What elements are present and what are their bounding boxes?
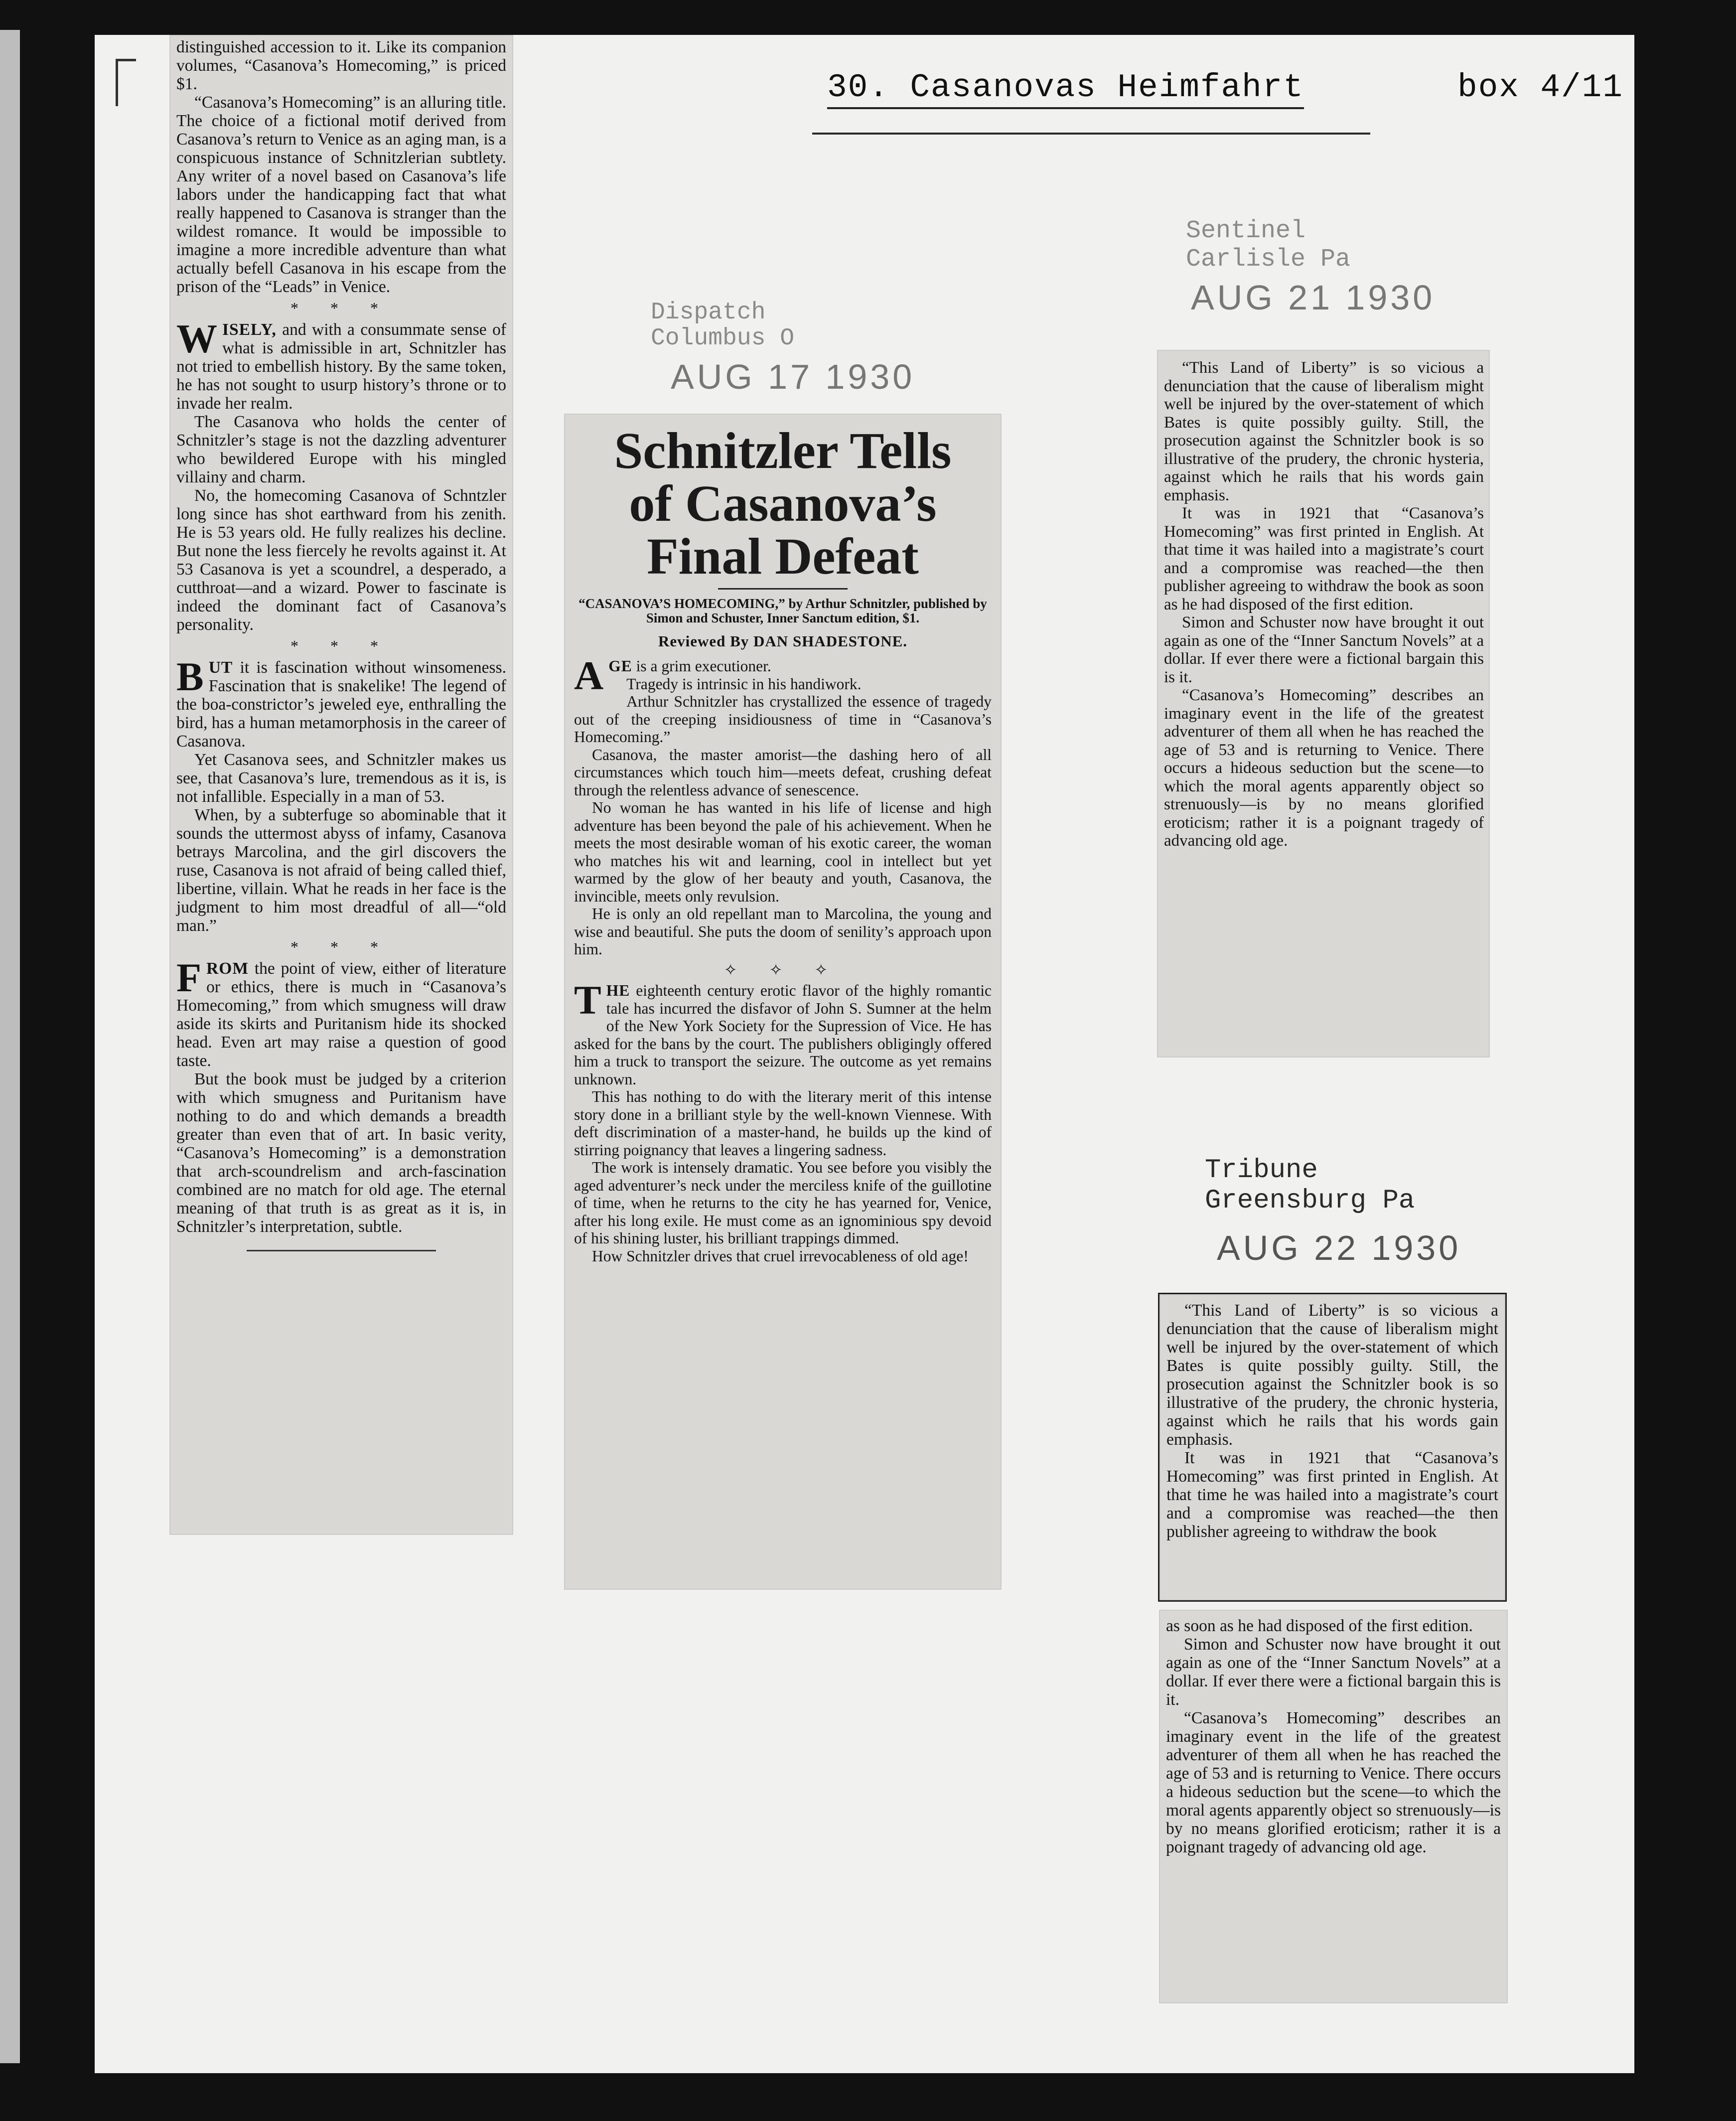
section-divider: ✧ ✧ ✧	[723, 960, 842, 979]
adjacent-sheet-edge	[0, 30, 20, 2063]
stamp-paper: Dispatch	[651, 299, 766, 326]
lead-word: UT	[208, 658, 233, 677]
paragraph: When, by a subterfuge so abominable that it sounds the uttermost abyss of infamy, Casanova betrays Marcolina, and the girl discovers the ruse, Casanova is not afraid of being called thief, libertine, villain. What he reads in her face is the judgment to him most dreadful of all—“old man.”	[176, 806, 506, 935]
paragraph: “Casanova’s Homecoming” describes an imaginary event in the life of the greatest adventurer of them all when he has reached the age of 53 and is returning to Venice. There occurs a hideous seduction but the scene—to which the moral agents apparently object so strenuously—is by no means glorified eroticism; rather it is a poignant tragedy of advancing old age.	[1166, 1709, 1501, 1856]
page-title: 30. Casanovas Heimfahrt	[827, 69, 1304, 106]
header-rule	[812, 133, 1370, 135]
paragraph-text: the point of view, either of literature or ethics, there is much in “Casanova’s Homecoming,” from which smugness will draw aside its skirts and Puritanism hide its shocked head. Even art may raise a question of good taste.	[176, 959, 506, 1070]
paragraph: distinguished accession to it. Like its companion volumes, “Casanova’s Homecoming,” is priced $1.	[176, 38, 506, 93]
paragraph: Yet Casanova sees, and Schnitzler makes us see, that Casanova’s lure, tremendous as it is, is not infallible. Especially in a man of 53.	[176, 751, 506, 806]
stamp-sentinel	[1186, 217, 1435, 317]
headline-rule	[718, 588, 848, 590]
paragraph-with-drop-cap	[574, 977, 992, 1088]
paragraph: “This Land of Liberty” is so vicious a denunciation that the cause of liberalism might well be injured by the over-statement of which Bates is quite possibly guilty. Still, the prosecution against the Schnitzler book is so illustrative of the prudery, the chronic hysteria, against which he rails that his words gain emphasis.	[1166, 1301, 1498, 1449]
stamp-date: AUG 21 1930	[1191, 278, 1436, 317]
paragraph-with-drop-cap	[176, 955, 506, 1070]
paragraph-with-drop-cap	[176, 316, 506, 413]
stamp-paper: Tribune	[1205, 1155, 1318, 1186]
headline-line: of Casanova’s	[629, 475, 937, 532]
review-body	[574, 653, 992, 1265]
section-divider: * * *	[290, 938, 392, 956]
stamp-city: Carlisle Pa	[1186, 245, 1351, 274]
page-header	[827, 65, 1649, 120]
clipping-tribune-bottom	[1159, 1610, 1508, 2003]
paragraph: No woman he has wanted in his life of license and high adventure has been beyond the pale of his achievement. When he meets the most desirable woman of his exotic career, the woman who matches his wit and learning, cool in intellect but yet warmed by the glow of her beauty and youth, Casanova, the invincible, meets only revulsion.	[574, 799, 992, 905]
paragraph-text: and with a consummate sense of what is admissible in art, Schnitzler has not tried to embellish history. By the same token, he has not sought to usurp history’s throne or to invade her realm.	[176, 320, 506, 413]
clipping-tribune-top	[1158, 1293, 1507, 1602]
paragraph: as soon as he had disposed of the first edition.	[1166, 1617, 1473, 1635]
clipping-left-column	[169, 35, 513, 1535]
drop-cap: A	[574, 653, 604, 698]
headline-line: Schnitzler Tells	[614, 422, 952, 479]
clipping-sentinel	[1157, 350, 1490, 1058]
lead-word: HE	[606, 982, 630, 999]
stamp-tribune	[1205, 1155, 1461, 1268]
lead-word: ROM	[206, 959, 249, 978]
review-headline	[574, 422, 992, 585]
box-label: box 4/11	[1457, 69, 1623, 106]
corner-mark	[116, 59, 136, 106]
paragraph: How Schnitzler drives that cruel irrevocableness of old age!	[592, 1247, 969, 1265]
paragraph: The work is intensely dramatic. You see before you visibly the aged adventurer’s neck under the merciless knife of the guillotine of time, when he returns to the city he has yearned for, Venice, after his long exile. He must come as an ignominious spy devoid of his shining luster, his brilliant trappings dimmed.	[574, 1159, 992, 1247]
paragraph: This has nothing to do with the literary merit of this intense story done in a brilliant style by the well-known Viennese. With deft discrimination of a master-hand, he builds up the kind of stirring poignancy that leaves a lingering sadness.	[574, 1088, 992, 1159]
paragraph: “Casanova’s Homecoming” is an alluring title. The choice of a fictional motif derived from Casanova’s return to Venice as an aging man, is a conspicuous instance of Schnitzlerian subtlety. Any writer of a novel based on Casanova’s life labors under the handicapping fact that what really happened to Casanova is stranger than the wildest romance. It would be impossible to imagine a more incredible adventure than what actually befell Casanova in his escape from the prison of the “Leads” in Venice.	[176, 93, 506, 296]
stamp-dispatch	[651, 299, 915, 397]
paragraph: Casanova, the master amorist—the dashing hero of all circumstances which touch him—meets defeat, crushing defeat through the relentless advance of senescence.	[574, 746, 992, 799]
stamp-date: AUG 17 1930	[671, 357, 915, 396]
section-divider: * * *	[290, 637, 392, 655]
paragraph: Simon and Schuster now have brought it out again as one of the “Inner Sanctum Novels” at a dollar. If ever there were a fictional bargain this is it.	[1166, 1635, 1501, 1709]
paragraph: But the book must be judged by a criterion with which smugness and Puritanism have nothing to do and which demands a breadth greater than even that of art. In basic verity, “Casanova’s Homecoming” is a demonstration that arch-scoundrelism and arch-fascination combined are no match for old age. The eternal meaning of that truth is as great as it is, in Schnitzler’s interpretation, subtle.	[176, 1070, 506, 1236]
headline-line: Final Defeat	[647, 528, 919, 585]
paragraph-with-drop-cap	[176, 654, 506, 751]
end-rule	[247, 1250, 436, 1251]
drop-cap: T	[574, 977, 601, 1023]
drop-cap: F	[176, 955, 202, 1000]
paragraph: He is only an old repellant man to Marcolina, the young and wise and beautiful. She puts the doom of senility’s approach upon him.	[574, 905, 992, 958]
paragraph: Simon and Schuster now have brought it out again as one of the “Inner Sanctum Novels” at a dollar. If ever there were a fictional bargain this is it.	[1164, 613, 1484, 686]
paragraph-text: it is fascination without winsomeness. Fascination that is snakelike! The legend of the boa-constrictor’s jeweled eye, enthralling the bird, has a human metamorphosis in the career of Casanova.	[176, 658, 506, 751]
lead-word: GE	[608, 657, 632, 675]
paragraph: Arthur Schnitzler has crystallized the essence of tragedy out of the creeping insidiousness of time in “Casanova’s Homecoming.”	[574, 693, 992, 746]
paragraph-text: is a grim executioner.	[632, 657, 771, 675]
paragraph: “This Land of Liberty” is so vicious a denunciation that the cause of liberalism might well be injured by the over-statement of which Bates is quite possibly guilty. Still, the prosecution against the Schnitzler book is so illustrative of the prudery, the chronic hysteria, against which he rails that his words gain emphasis.	[1164, 359, 1484, 504]
drop-cap: W	[176, 316, 217, 361]
stamp-city: Columbus O	[651, 325, 795, 352]
paragraph: It was in 1921 that “Casanova’s Homecoming” was first printed in English. At that time it was hailed into a magistrate’s court and a compromise was reached—the then publisher agreeing to withdraw the book as soon as he had disposed of the first edition.	[1164, 504, 1484, 613]
book-credit: “CASANOVA’S HOMECOMING,” by Arthur Schnitzler, published by Simon and Schuster, Inner Sanctum edition, $1.	[579, 596, 987, 625]
clipping-review	[564, 414, 1002, 1590]
paragraph: It was in 1921 that “Casanova’s Homecoming” was first printed in English. At that time he was hailed into a magistrate’s court and a compromise was reached—the then publisher agreeing to withdraw the book	[1166, 1449, 1498, 1541]
stamp-paper: Sentinel	[1186, 217, 1306, 245]
drop-cap: B	[176, 654, 204, 699]
stamp-city: Greensburg Pa	[1205, 1186, 1415, 1216]
section-divider: * * *	[290, 299, 392, 317]
stamp-date: AUG 22 1930	[1217, 1228, 1461, 1267]
paragraph: No, the homecoming Casanova of Schntzler long since has shot earthward from his zenith. He is 53 years old. He fully realizes his decline. But none the less fiercely he revolts against it. At 53 Casanova is yet a scoundrel, a desperado, a cutthroat—and a wizard. Power to fascinate is indeed the dominant fact of Casanova’s personality.	[176, 486, 506, 634]
paragraph-text: eighteenth century erotic flavor of the highly romantic tale has incurred the disfavor of John S. Sumner at the helm of the New York Society for the Supression of Vice. He has asked for the bans by the court. The publishers obligingly offered him a truck to transport the seizure. The outcome as yet remains unknown.	[574, 982, 992, 1088]
paragraph: Tragedy is intrinsic in his handiwork.	[626, 675, 862, 693]
paragraph: The Casanova who holds the center of Schnitzler’s stage is not the dazzling adventurer who bewildered Europe with his mingled villainy and charm.	[176, 413, 506, 486]
lead-word: ISELY,	[222, 320, 277, 339]
paragraph: “Casanova’s Homecoming” describes an imaginary event in the life of the greatest adventurer of them all when he has reached the age of 53 and is returning to Venice. There occurs a hideous seduction but the scene—to which the moral agents apparently object so strenuously—is by no means glorified eroticism; rather it is a poignant tragedy of advancing old age.	[1164, 686, 1484, 850]
reviewer-line: Reviewed By DAN SHADESTONE.	[658, 632, 908, 650]
